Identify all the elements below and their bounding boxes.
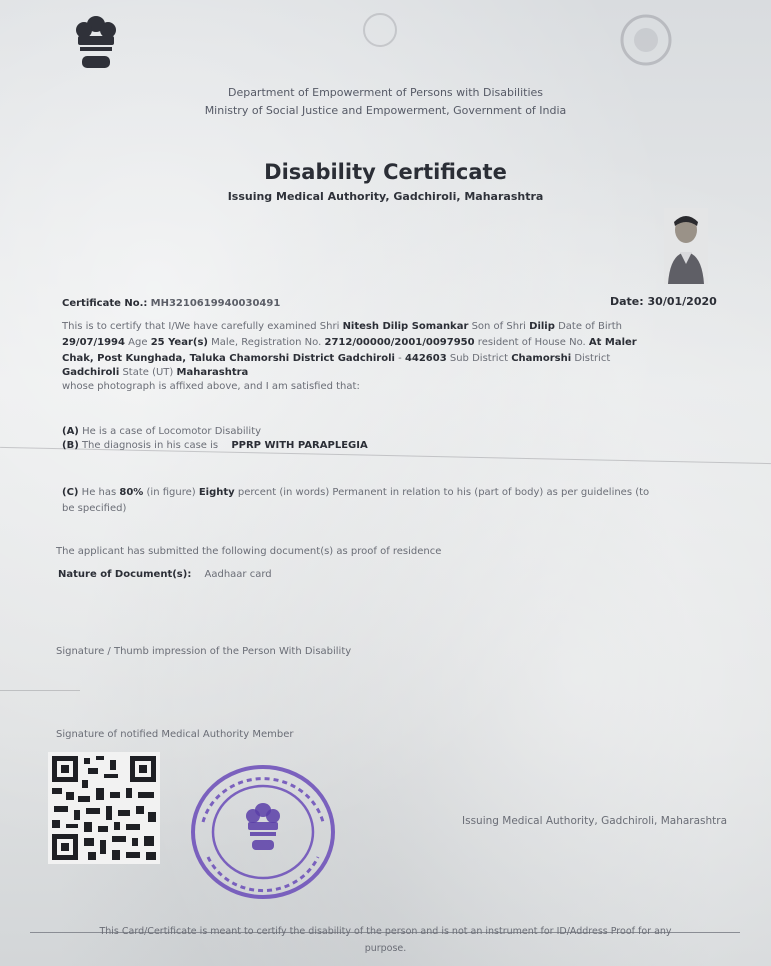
text-fragment: percent (in words) Permanent in relation to his (237, 487, 472, 498)
medical-member-signature-label: Signature of notified Medical Authority Member (56, 729, 294, 740)
certification-line-1 (62, 321, 622, 332)
diagnosis: PPRP WITH PARAPLEGIA (231, 440, 368, 451)
father-name: Dilip (529, 321, 555, 332)
district-name: Gadchiroli (62, 367, 120, 378)
clause-a-label: (A) (62, 426, 79, 437)
pin-code: 442603 (404, 353, 447, 364)
clause-b-label: (B) (62, 440, 79, 451)
sub-district: Chamorshi (511, 353, 572, 364)
certification-line-5: whose photograph is affixed above, and I am satisfied that: (62, 381, 360, 392)
text-fragment: Male, Registration No. (211, 337, 322, 348)
clause-a (62, 426, 261, 437)
text-fragment: Son of Shri (471, 321, 526, 332)
certificate-number-value: MH3210619940030491 (150, 298, 281, 309)
watermark-seal-icon (606, 10, 686, 70)
certification-line-4 (62, 367, 248, 378)
clause-c (62, 487, 649, 498)
clause-b (62, 440, 368, 451)
date-label: Date: (610, 295, 644, 308)
text-fragment: (in figure) (146, 487, 196, 498)
address-line-2: Chak, Post Kunghada, Taluka Chamorshi District Gadchiroli (62, 353, 395, 364)
date-value: 30/01/2020 (647, 295, 717, 308)
watermark-emblem-icon (345, 10, 415, 50)
certification-line-3: Chak, Post Kunghada, Taluka Chamorshi District Gadchiroli - 442603 Sub District Chamorshi District (62, 353, 611, 364)
document-value: Aadhaar card (204, 569, 272, 580)
national-emblem-icon (72, 14, 120, 78)
qr-code (48, 752, 160, 864)
clause-a-text: He is a case of Locomotor Disability (82, 426, 262, 437)
date-of-birth: 29/07/1994 (62, 337, 125, 348)
certificate-date (610, 295, 717, 308)
department-name: Department of Empowerment of Persons with Disabilities (227, 86, 544, 99)
clause-c-continued: be specified) (62, 503, 127, 514)
applicant-signature-label: Signature / Thumb impression of the Person With Disability (56, 646, 352, 657)
text-fragment: Age (128, 337, 148, 348)
certificate-number (62, 298, 280, 309)
text-fragment: resident of House No. (477, 337, 586, 348)
applicant-photo (664, 208, 708, 284)
certificate-number-label: Certificate No.: (62, 298, 148, 309)
age-value: 25 Year(s) (150, 337, 208, 348)
clause-b-text: The diagnosis in his case is (81, 440, 219, 451)
text-fragment: District (574, 353, 611, 364)
residence-proof-text: The applicant has submitted the following document(s) as proof of residence (56, 546, 442, 557)
official-seal-stamp (188, 762, 338, 902)
document-label: Nature of Document(s): (58, 569, 192, 580)
text-fragment: Date of Birth (558, 321, 622, 332)
text-fragment: (part of body) as per guidelines (to (474, 487, 650, 498)
certificate-title: Disability Certificate (264, 160, 507, 184)
certification-line-2 (62, 337, 637, 348)
ministry-name: Ministry of Social Justice and Empowerment, Government of India (204, 104, 567, 117)
paper-crease (0, 690, 80, 691)
disability-percent: 80% (119, 487, 144, 498)
text-fragment: He has (81, 487, 117, 498)
issuing-authority-header: Issuing Medical Authority, Gadchiroli, Maharashtra (227, 190, 544, 203)
disability-percent-words: Eighty (198, 487, 235, 498)
registration-number: 2712/00000/2001/0097950 (324, 337, 475, 348)
text-fragment: This is to certify that I/We have carefully examined Shri (62, 321, 340, 332)
address-line-1: At Maler (588, 337, 637, 348)
issuing-authority-signature: Issuing Medical Authority, Gadchiroli, Maharashtra (462, 815, 728, 827)
footer-disclaimer-line-2: purpose. (364, 943, 407, 954)
text-fragment: State (UT) (122, 367, 174, 378)
state-name: Maharashtra (176, 367, 249, 378)
text-fragment: Sub District (449, 353, 509, 364)
document-line (58, 569, 272, 580)
clause-c-label: (C) (62, 487, 79, 498)
footer-disclaimer-line-1: This Card/Certificate is meant to certify the disability of the person and is not an instrument for ID/Address Proof for any (99, 926, 672, 937)
applicant-name: Nitesh Dilip Somankar (342, 321, 469, 332)
